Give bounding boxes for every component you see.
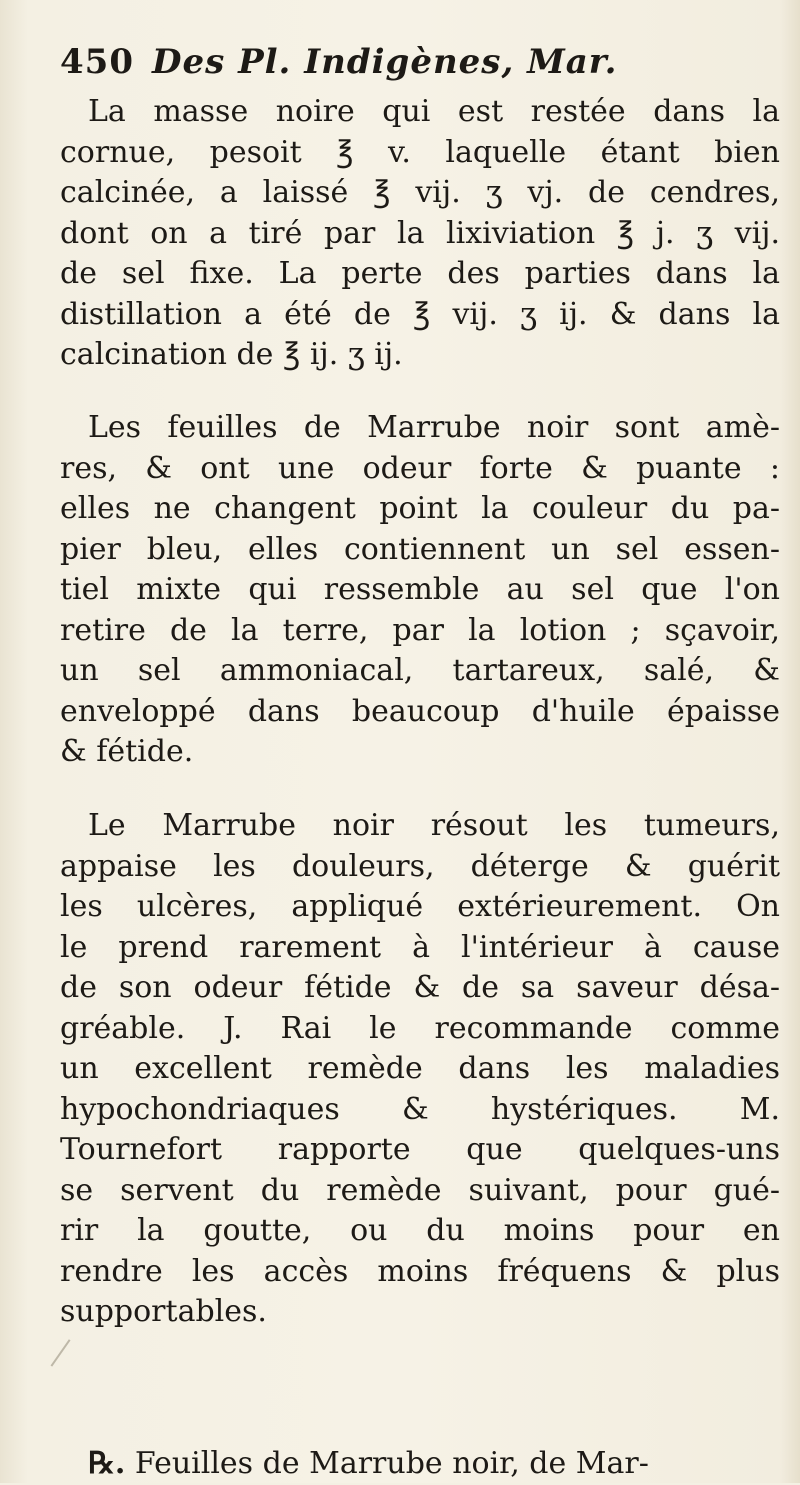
text-line: distillation a été de ℥ vij. ʒ ij. & dans la [60,296,780,332]
paragraph-residue-analysis [60,92,780,376]
text-line: se servent du remède suivant, pour gué- [60,1172,780,1208]
text-line: un sel ammoniacal, tartareux, salé, & [60,653,780,688]
page-number: 450 [60,42,134,82]
text-line: retire de la terre, par la lotion ; sçavoir, [60,612,780,648]
text-line: pier bleu, elles contiennent un sel essen- [60,531,780,567]
text-line: La masse noire qui est restée dans la [88,94,780,129]
text-line: de sel fixe. La perte des parties dans la [60,256,780,291]
text-line: calcinée, a laissé ℥ vij. ʒ vj. de cendres, [60,175,780,210]
text-line [60,1444,780,1485]
text-line: un excellent remède dans les maladies [60,1051,780,1086]
paragraph-recipe [60,1444,780,1485]
text-line: Tournefort rapporte que quelques-uns [60,1132,780,1167]
text-line: gréable. J. Rai le recommande comme [60,1010,780,1046]
text-line: calcination de ℥ ij. ʒ ij. [60,337,403,372]
recipe-symbol: ℞. [88,1446,126,1481]
ink-smudge-mark [51,1339,94,1382]
text-line: les ulcères, appliqué extérieurement. On [60,889,780,924]
text-line: rir la goutte, ou du moins pour en [60,1213,780,1248]
text-line: enveloppé dans beaucoup d'huile épaisse [60,693,780,729]
text-line: elles ne changent point la couleur du pa- [60,491,780,526]
text-line: cornue, pesoit ℥ v. laquelle étant bien [60,134,780,170]
text-line: res, & ont une odeur forte & puante : [60,450,780,486]
text-line: de son odeur fétide & de sa saveur désa- [60,970,780,1005]
running-header [60,42,780,92]
text-line: rendre les accès moins fréquens & plus [60,1253,780,1289]
text-line: dont on a tiré par la lixiviation ℥ j. ʒ vij. [60,215,780,251]
text-line: supportables. [60,1294,267,1329]
recipe-text: Feuilles de Marrube noir, de Mar- [134,1446,649,1481]
text-line: appaise les douleurs, déterge & guérit [60,848,780,884]
text-line: Le Marrube noir résout les tumeurs, [88,808,780,843]
text-line: tiel mixte qui ressemble au sel que l'on [60,572,780,607]
paragraph-leaf-properties [60,408,780,773]
text-line: le prend rarement à l'intérieur à cause [60,929,780,965]
text-line: & fétide. [60,734,194,769]
running-title: Des Pl. Indigènes, Mar. [151,42,618,82]
paragraph-medical-uses [60,806,780,1333]
text-line: Les feuilles de Marrube noir sont amè- [88,410,780,445]
text-line: hypochondriaques & hystériques. M. [60,1091,780,1127]
